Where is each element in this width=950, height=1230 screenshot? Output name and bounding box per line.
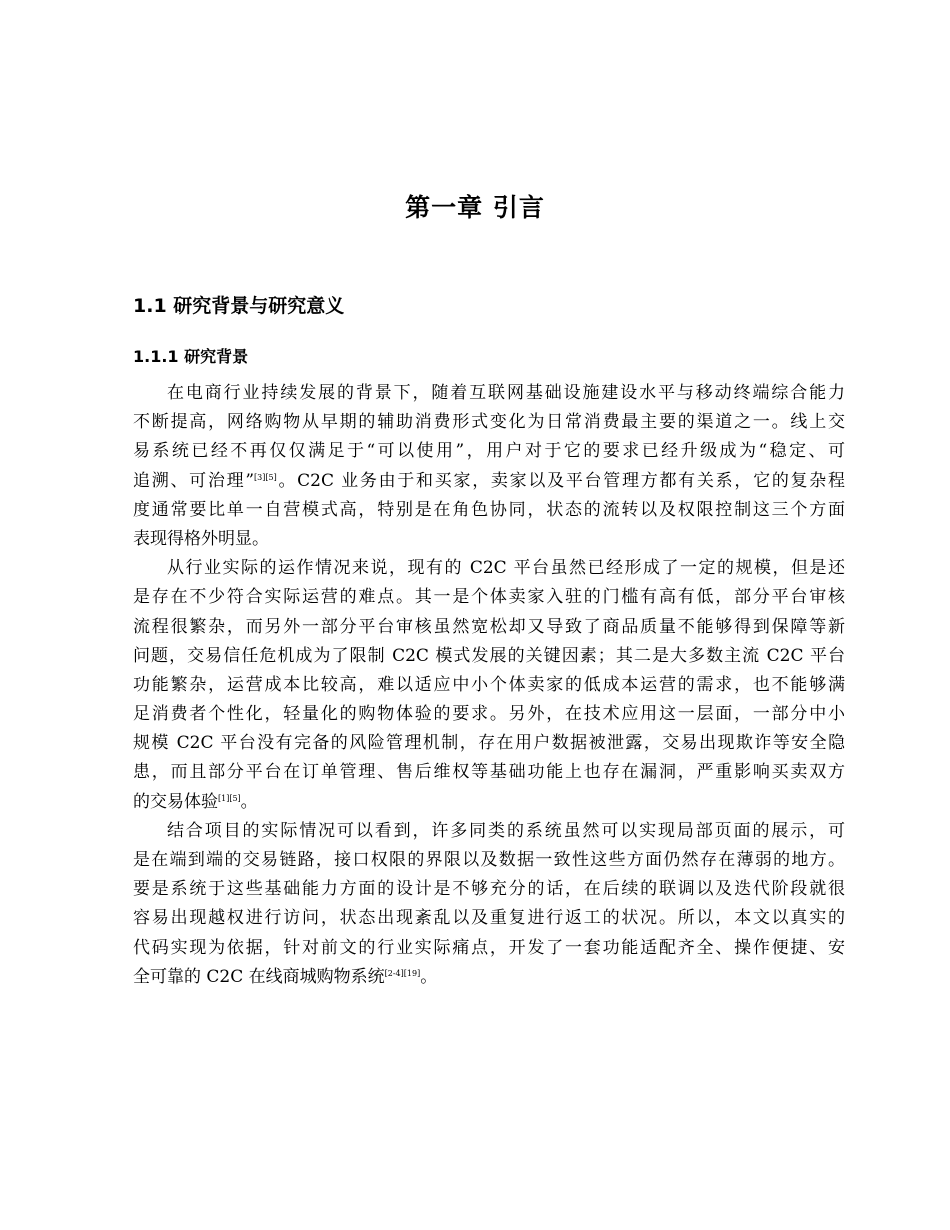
text-segment: 的交易体验 [133, 791, 218, 812]
text-line: 从行业实际的运作情况来说，现有的 C2C 平台虽然已经形成了一定的规模，但是还 [167, 558, 845, 579]
text-line: 表现得格外明显。 [133, 528, 269, 549]
text-line [133, 467, 845, 496]
text-line: 易系统已经不再仅仅满足于“可以使用”，用户对于它的要求已经升级成为“稳定、可 [133, 441, 845, 462]
paragraph-1 [133, 379, 845, 554]
text-segment: 全可靠的 C2C 在线商城购物系统 [133, 966, 385, 987]
text-segment: 。 [240, 791, 258, 812]
section-title: 1.1 研究背景与研究意义 [133, 295, 345, 317]
subsection-title: 1.1.1 研究背景 [133, 347, 249, 366]
paragraph-2 [133, 554, 845, 817]
text-line: 在电商行业持续发展的背景下，随着互联网基础设施建设水平与移动终端综合能力 [167, 383, 845, 403]
text-line: 功能繁杂，运营成本比较高，难以适应中小个体卖家的低成本运营的需求，也不能够满 [133, 674, 845, 695]
text-line: 是存在不少符合实际运营的难点。其一是个体卖家入驻的门槛有高有低，部分平台审核 [133, 587, 845, 608]
text-segment: 。 [420, 966, 438, 987]
text-line: 要是系统于这些基础能力方面的设计是不够充分的话，在后续的联调以及迭代阶段就很 [133, 879, 845, 900]
text-line: 不断提高，网络购物从早期的辅助消费形式变化为日常消费最主要的渠道之一。线上交 [133, 412, 845, 433]
text-line: 代码实现为依据，针对前文的行业实际痛点，开发了一套功能适配齐全、操作便捷、安 [133, 937, 845, 958]
text-line: 患，而且部分平台在订单管理、售后维权等基础功能上也存在漏洞，严重影响买卖双方 [133, 762, 845, 783]
text-segment: 追溯、可治理” [133, 470, 255, 491]
text-line [133, 963, 845, 992]
text-line: 是在端到端的交易链路，接口权限的界限以及数据一致性这些方面仍然存在薄弱的地方。 [133, 850, 845, 870]
text-segment: 。C2C 业务由于和买家，卖家以及平台管理方都有关系，它的复杂程 [276, 470, 845, 491]
body-text [133, 379, 845, 992]
text-line: 容易出现越权进行访问，状态出现紊乱以及重复进行返工的状况。所以，本文以真实的 [133, 908, 845, 929]
paragraph-3 [133, 817, 845, 992]
citation: [3][5] [254, 472, 277, 482]
text-line: 规模 C2C 平台没有完备的风险管理机制，存在用户数据被泄露，交易出现欺诈等安全隐 [133, 733, 845, 754]
text-line [133, 788, 845, 817]
text-line: 问题，交易信任危机成为了限制 C2C 模式发展的关键因素；其二是大多数主流 C2C 平台 [133, 645, 845, 666]
text-line: 结合项目的实际情况可以看到，许多同类的系统虽然可以实现局部页面的展示，可 [167, 820, 845, 841]
text-line: 足消费者个性化，轻量化的购物体验的要求。另外，在技术应用这一层面，一部分中小 [133, 704, 845, 725]
text-line: 度通常要比单一自营模式高，特别是在角色协同，状态的流转以及权限控制这三个方面 [133, 499, 845, 520]
citation: [1][5] [218, 793, 241, 803]
text-line: 流程很繁杂，而另外一部分平台审核虽然宽松却又导致了商品质量不能够得到保障等新 [133, 616, 845, 637]
citation: [2-4][19] [384, 968, 421, 978]
chapter-title: 第一章 引言 [405, 193, 545, 222]
